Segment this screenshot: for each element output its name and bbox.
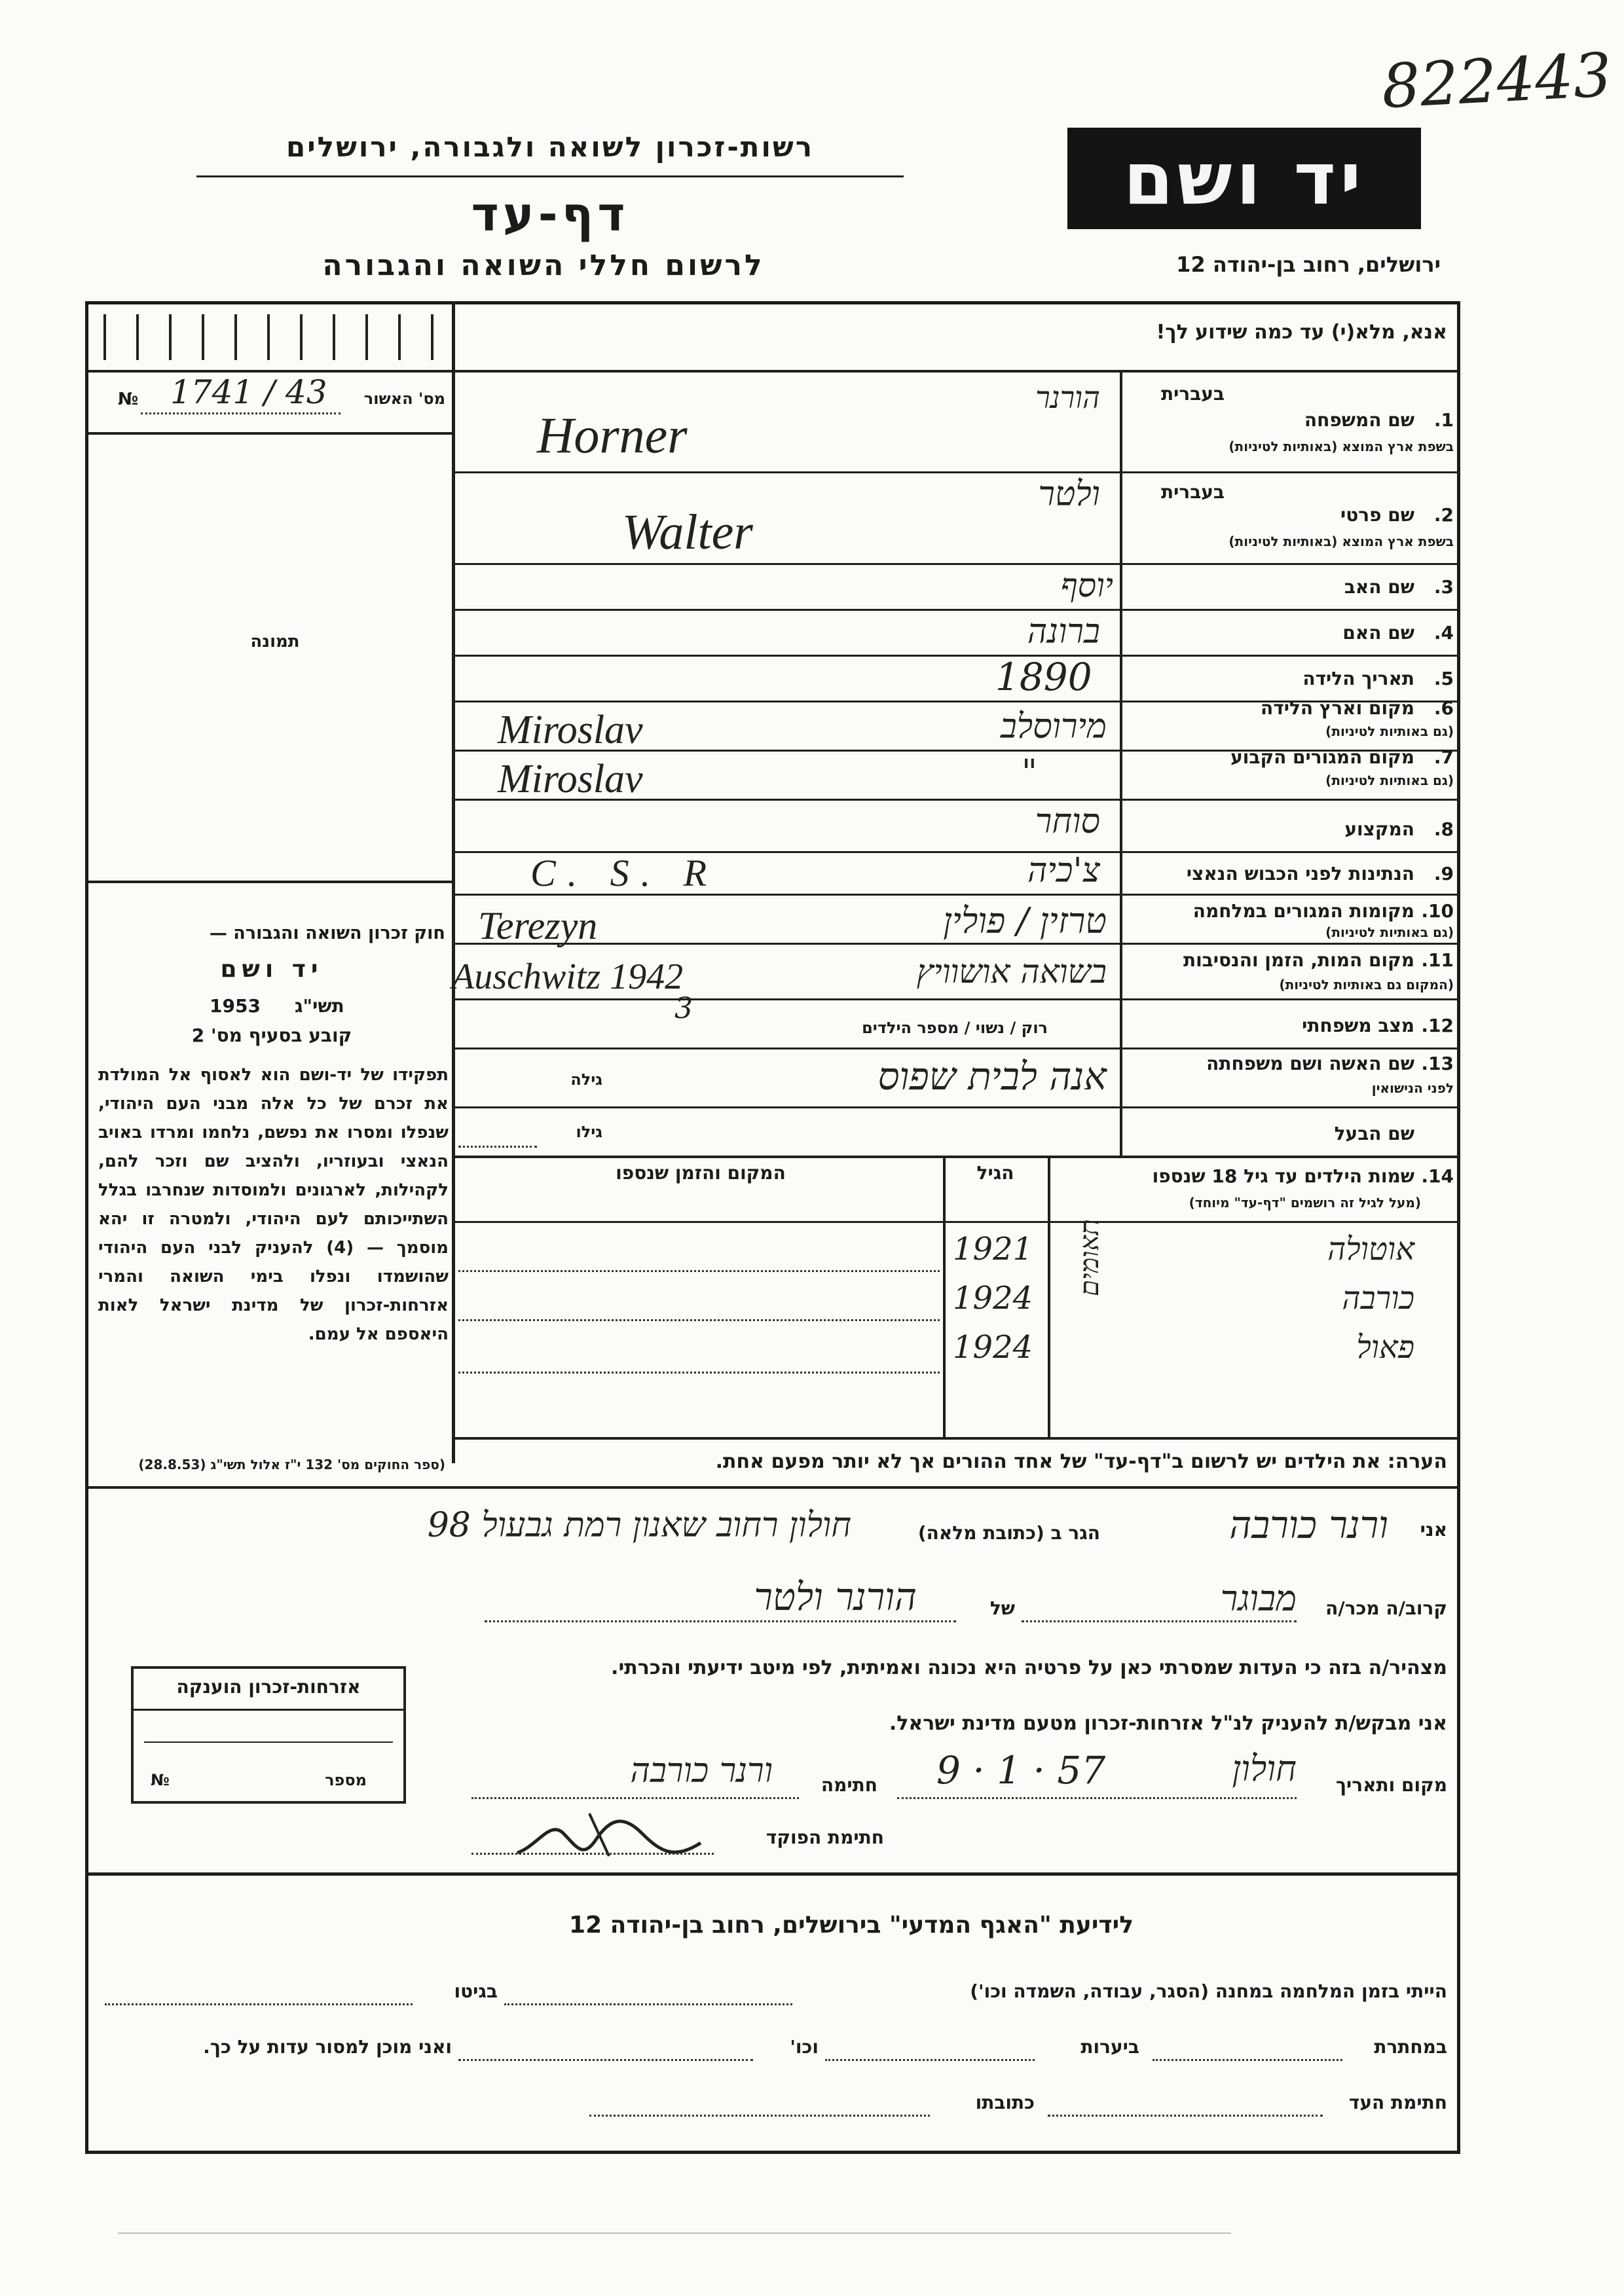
declaration-relation: מבוגר bbox=[1220, 1578, 1297, 1619]
registration-number: 1741 / 43 bbox=[170, 373, 327, 411]
field-11-sub: (המקום גם באותיות לטיניות) bbox=[1279, 977, 1454, 993]
field-1-hebrew-tag: בעברית bbox=[1160, 383, 1225, 405]
field-label-divider bbox=[1120, 370, 1122, 1156]
field-1-number: 1. bbox=[1433, 409, 1454, 431]
authority-name: רשות-זכרון לשואה ולגבורה, ירושלים bbox=[286, 131, 815, 163]
citizenship-number-sign: № bbox=[151, 1771, 170, 1789]
field-7-number: 7. bbox=[1433, 746, 1454, 768]
field-13-value: אנה לבית שפוס bbox=[877, 1054, 1107, 1099]
law-year: 1953 bbox=[210, 995, 261, 1017]
relation-line bbox=[1022, 1620, 1297, 1622]
field-10-label: מקומות המגורים במלחמה bbox=[1192, 900, 1414, 922]
children-header-line bbox=[455, 1221, 1460, 1223]
field-9-number: 9. bbox=[1433, 863, 1454, 884]
note-bottom-line bbox=[85, 1486, 1460, 1489]
scan-artifact bbox=[118, 2232, 1231, 2234]
declaration-relation-label: קרוב/ה מכר/ה bbox=[1325, 1597, 1447, 1619]
photo-label: תמונה bbox=[250, 632, 300, 651]
declaration-request: אני מבקש/ת להעניק לנ"ל אזרחות-זכרון מטעם מדינת ישראל. bbox=[889, 1712, 1447, 1735]
officer-signature-scrawl bbox=[511, 1807, 707, 1866]
field-13-age-label: גילה bbox=[570, 1070, 602, 1089]
registration-line bbox=[141, 412, 341, 414]
field-12-status-options: רוק / נשוי / מספר הילדים bbox=[862, 1019, 1048, 1037]
field-1-value-latin: Horner bbox=[537, 407, 688, 464]
field-10-value-hebrew: טרזין / פולין bbox=[943, 900, 1107, 941]
field-1-label: שם המשפחה bbox=[1304, 409, 1414, 431]
field-10-sub: (גם באותיות לטיניות) bbox=[1325, 924, 1454, 940]
field-3-label: שם האב bbox=[1344, 576, 1414, 598]
registration-ticks bbox=[92, 314, 445, 367]
yad-vashem-logo: יד ושם bbox=[1067, 128, 1421, 229]
place-date-line bbox=[897, 1797, 1297, 1799]
field-5-label: תאריך הלידה bbox=[1302, 668, 1414, 689]
row-sep-3 bbox=[455, 609, 1460, 611]
of-name-line bbox=[485, 1620, 956, 1622]
declaration-ani-label: אני bbox=[1420, 1519, 1447, 1540]
child-2-line bbox=[458, 1319, 940, 1321]
citizenship-line-1 bbox=[131, 1709, 406, 1711]
field-7-value-latin: Miroslav bbox=[498, 757, 643, 801]
place-date-label: מקום ותאריך bbox=[1335, 1774, 1447, 1796]
bottom-line2-dots-c bbox=[458, 2059, 753, 2061]
field-6-value-latin: Miroslav bbox=[498, 708, 643, 752]
row-sep-13 bbox=[455, 1106, 1460, 1108]
husband-label: שם הבעל bbox=[1334, 1123, 1414, 1144]
field-10-number: 10. bbox=[1421, 900, 1454, 922]
field-10-value-latin: Terezyn bbox=[478, 904, 598, 947]
field-6-label: מקום וארץ הלידה bbox=[1261, 697, 1414, 719]
form-title: דף-עד bbox=[471, 187, 629, 242]
field-9-value-hebrew: צ'כיה bbox=[1027, 851, 1100, 890]
form-subtitle: לרשום חללי השואה והגבורה bbox=[322, 249, 765, 282]
registration-number-sign: № bbox=[118, 390, 139, 409]
bottom-line3-dots-b bbox=[589, 2115, 930, 2117]
row-sep-10 bbox=[455, 943, 1460, 945]
field-12-children-count: 3 bbox=[674, 992, 693, 1025]
authority-underline bbox=[196, 175, 904, 177]
date-value: 9 · 1 · 57 bbox=[936, 1748, 1106, 1793]
field-11-value-hebrew: בשואה אושוויץ bbox=[916, 953, 1107, 991]
child-1-age: 1921 bbox=[953, 1231, 1033, 1267]
field-7-label: מקום המגורים הקבוע bbox=[1230, 746, 1414, 768]
bottom-line1-dots-a bbox=[504, 2003, 792, 2005]
children-col-div-2 bbox=[1048, 1156, 1050, 1437]
declaration-statement: מצהיר/ה בזה כי העדות שמסרתי כאן על פרטיה היא נכונה ואמיתית, לפי מיטב ידיעתי והכרתי. bbox=[611, 1656, 1447, 1679]
field-13-number: 13. bbox=[1421, 1053, 1454, 1074]
officer-signature bbox=[511, 1807, 707, 1866]
bottom-line2-d: ואני מוכן למסור עדות על כך. bbox=[203, 2036, 452, 2058]
children-sub: (מעל לגיל זה רושמים "דף-עד" מיוחד) bbox=[1189, 1195, 1421, 1211]
child-1-name: אוטולה bbox=[1327, 1231, 1414, 1267]
field-7-sub: (גם באותיות לטיניות) bbox=[1325, 773, 1454, 788]
field-6-number: 6. bbox=[1433, 697, 1454, 719]
field-2-hebrew-tag: בעברית bbox=[1160, 481, 1225, 503]
field-8-label: המקצוע bbox=[1344, 818, 1414, 840]
field-3-number: 3. bbox=[1433, 576, 1454, 598]
row-sep-12 bbox=[455, 1048, 1460, 1049]
field-6-sub: (גם באותיות לטיניות) bbox=[1325, 723, 1454, 739]
field-11-value-latin: Auschwitz 1942 bbox=[452, 957, 684, 997]
field-4-number: 4. bbox=[1433, 622, 1454, 644]
row-sep-2 bbox=[455, 563, 1460, 565]
child-1-line bbox=[458, 1270, 940, 1272]
field-7-value-hebrew: " bbox=[1022, 753, 1037, 792]
declaration-residing-label: הגר ב (כתובת מלאה) bbox=[917, 1522, 1100, 1544]
instruction-text: אנא, מלא(י) עד כמה שידוע לך! bbox=[1156, 321, 1447, 344]
row-sep-4 bbox=[455, 655, 1460, 657]
field-11-label: מקום המות, הזמן והנסיבות bbox=[1183, 949, 1414, 971]
law-text: תפקידו של יד-ושם הוא לאסוף אל המולדת את זכרם של כל אלה מבני העם היהודי, שנפלו ומסרו את נפשם, נלחמו ומרדו באויב הנאצי ובעוזריו, ולהציב שם וזכר להם, לקהילות, לארגונים ולמוסדות שנחרבו בגלל השתייכותם לעם היהודי, ולמטרה זו יהא מוסמך — (4) להעניק לבני העם היהודי שהושמדו ונפלו בימי השואה והמרי אזרחות-זכרון של מדינת ישראל לאות היאספם אל עמם. bbox=[98, 1065, 449, 1344]
signature-label: חתימה bbox=[821, 1774, 877, 1796]
law-year-hebrew: תשי"ג bbox=[295, 995, 344, 1017]
declaration-of-label: של bbox=[989, 1597, 1015, 1619]
child-2-age: 1924 bbox=[953, 1280, 1033, 1317]
citizenship-title: אזרחות-זכרון הוענקה bbox=[176, 1676, 361, 1698]
note-top-line bbox=[455, 1437, 1460, 1440]
child-2-name: כורבה bbox=[1342, 1280, 1414, 1317]
bottom-line1-a: הייתי בזמן המלחמה במחנה (הסגר, עבודה, השמדה וכו') bbox=[970, 1980, 1447, 2002]
law-footnote: (ספר החוקים מס' 132 י"ז אלול תשי"ג (28.8.53) bbox=[138, 1457, 445, 1472]
field-4-label: שם האם bbox=[1342, 622, 1414, 644]
signature-value: ורנר כורבה bbox=[630, 1751, 773, 1791]
law-name: יד ושם bbox=[220, 956, 323, 983]
law-clause: קובע בסעיף מס' 2 bbox=[191, 1025, 352, 1046]
bottom-section-top bbox=[85, 1872, 1460, 1876]
field-9-label: הנתינות לפני הכבוש הנאצי bbox=[1186, 863, 1414, 884]
citizenship-line-2 bbox=[144, 1741, 393, 1743]
child-3-line bbox=[458, 1372, 940, 1374]
field-2-number: 2. bbox=[1433, 504, 1454, 526]
top-row-divider bbox=[85, 370, 1460, 373]
field-5-value: 1890 bbox=[995, 655, 1092, 699]
children-margin-note: תאומים bbox=[1075, 1219, 1105, 1296]
citizenship-number-label: מספר bbox=[325, 1771, 367, 1789]
declaration-of-name: הורנר ולטר bbox=[754, 1575, 917, 1619]
field-9-value-latin: C. S. R bbox=[530, 852, 719, 894]
field-12-number: 12. bbox=[1421, 1015, 1454, 1036]
field-12-label: מצב משפחתי bbox=[1302, 1015, 1414, 1036]
bottom-line2-dots-b bbox=[825, 2059, 1035, 2061]
field-3-value: יוסף bbox=[1060, 566, 1113, 604]
archive-number: 822443 bbox=[1380, 39, 1614, 122]
field-2-value-hebrew: ולטר bbox=[1038, 475, 1100, 514]
signature-line bbox=[471, 1797, 799, 1799]
field-5-number: 5. bbox=[1433, 668, 1454, 689]
children-col-div-1 bbox=[943, 1156, 946, 1437]
bottom-line1-b: בגיטו bbox=[454, 1980, 498, 2002]
officer-line bbox=[471, 1853, 714, 1855]
field-6-value-hebrew: מירוסלב bbox=[1000, 707, 1107, 746]
husband-line bbox=[458, 1146, 537, 1148]
field-2-sub: בשפת ארץ המוצא (באותיות לטיניות) bbox=[1228, 534, 1454, 549]
field-8-value: סוחר bbox=[1035, 802, 1100, 841]
row-sep-14 bbox=[455, 1156, 1460, 1158]
field-2-label: שם פרטי bbox=[1340, 504, 1414, 526]
bottom-line2-b: ביערות bbox=[1080, 2036, 1139, 2058]
row-sep-11 bbox=[455, 998, 1460, 1000]
children-col-age: הגיל bbox=[976, 1162, 1014, 1184]
field-1-sub: בשפת ארץ המוצא (באותיות לטיניות) bbox=[1228, 439, 1454, 454]
children-number: 14. bbox=[1421, 1165, 1454, 1187]
bottom-line3-b: כתובתו bbox=[975, 2092, 1035, 2113]
bottom-heading: לידיעת "האגף המדעי" בירושלים, רחוב בן-יהודה 12 bbox=[569, 1912, 1134, 1939]
field-2-value-latin: Walter bbox=[622, 505, 753, 560]
bottom-line2-dots-a bbox=[1153, 2059, 1342, 2061]
note-text: הערה: את הילדים יש לרשום ב"דף-עד" של אחד ההורים אך לא יותר מפעם אחת. bbox=[715, 1450, 1447, 1473]
child-3-name: פאול bbox=[1356, 1329, 1414, 1366]
field-8-number: 8. bbox=[1433, 818, 1454, 840]
field-13-label: שם האשה ושם משפחתה bbox=[1206, 1053, 1414, 1074]
field-13-sub: לפני הנישואין bbox=[1371, 1080, 1454, 1096]
registration-label: מס' האשור bbox=[363, 390, 445, 408]
field-1-value-hebrew: הורנר bbox=[1035, 380, 1100, 415]
field-4-value: ברונה bbox=[1027, 612, 1100, 651]
bottom-line1-dots-b bbox=[105, 2003, 413, 2005]
child-3-age: 1924 bbox=[953, 1329, 1033, 1366]
officer-label: חתימת הפוקד bbox=[766, 1827, 884, 1848]
children-col-place: המקום והזמן שנספו bbox=[616, 1162, 786, 1184]
bottom-line3-a: חתימת העד bbox=[1348, 2092, 1447, 2113]
children-label: שמות הילדים עד גיל 18 שנספו bbox=[1152, 1165, 1414, 1187]
registration-under bbox=[85, 432, 455, 435]
bottom-line3-dots-a bbox=[1048, 2115, 1323, 2117]
declaration-name: ורנר כורבה bbox=[1229, 1503, 1388, 1547]
bottom-line2-c: וכו' bbox=[790, 2036, 819, 2058]
field-11-number: 11. bbox=[1421, 949, 1454, 971]
place-value: חולון bbox=[1232, 1748, 1297, 1789]
bottom-line2-a: במחתרת bbox=[1374, 2036, 1447, 2058]
row-sep-1 bbox=[455, 471, 1460, 473]
header-address: ירושלים, רחוב בן-יהודה 12 bbox=[1176, 252, 1441, 277]
husband-age-label: גילו bbox=[576, 1123, 602, 1141]
declaration-address: חולון רחוב שאנון רמת גבעול 98 bbox=[427, 1506, 851, 1545]
photo-bottom bbox=[85, 881, 455, 883]
law-title: חוק זכרון השואה והגבורה — bbox=[209, 923, 445, 943]
